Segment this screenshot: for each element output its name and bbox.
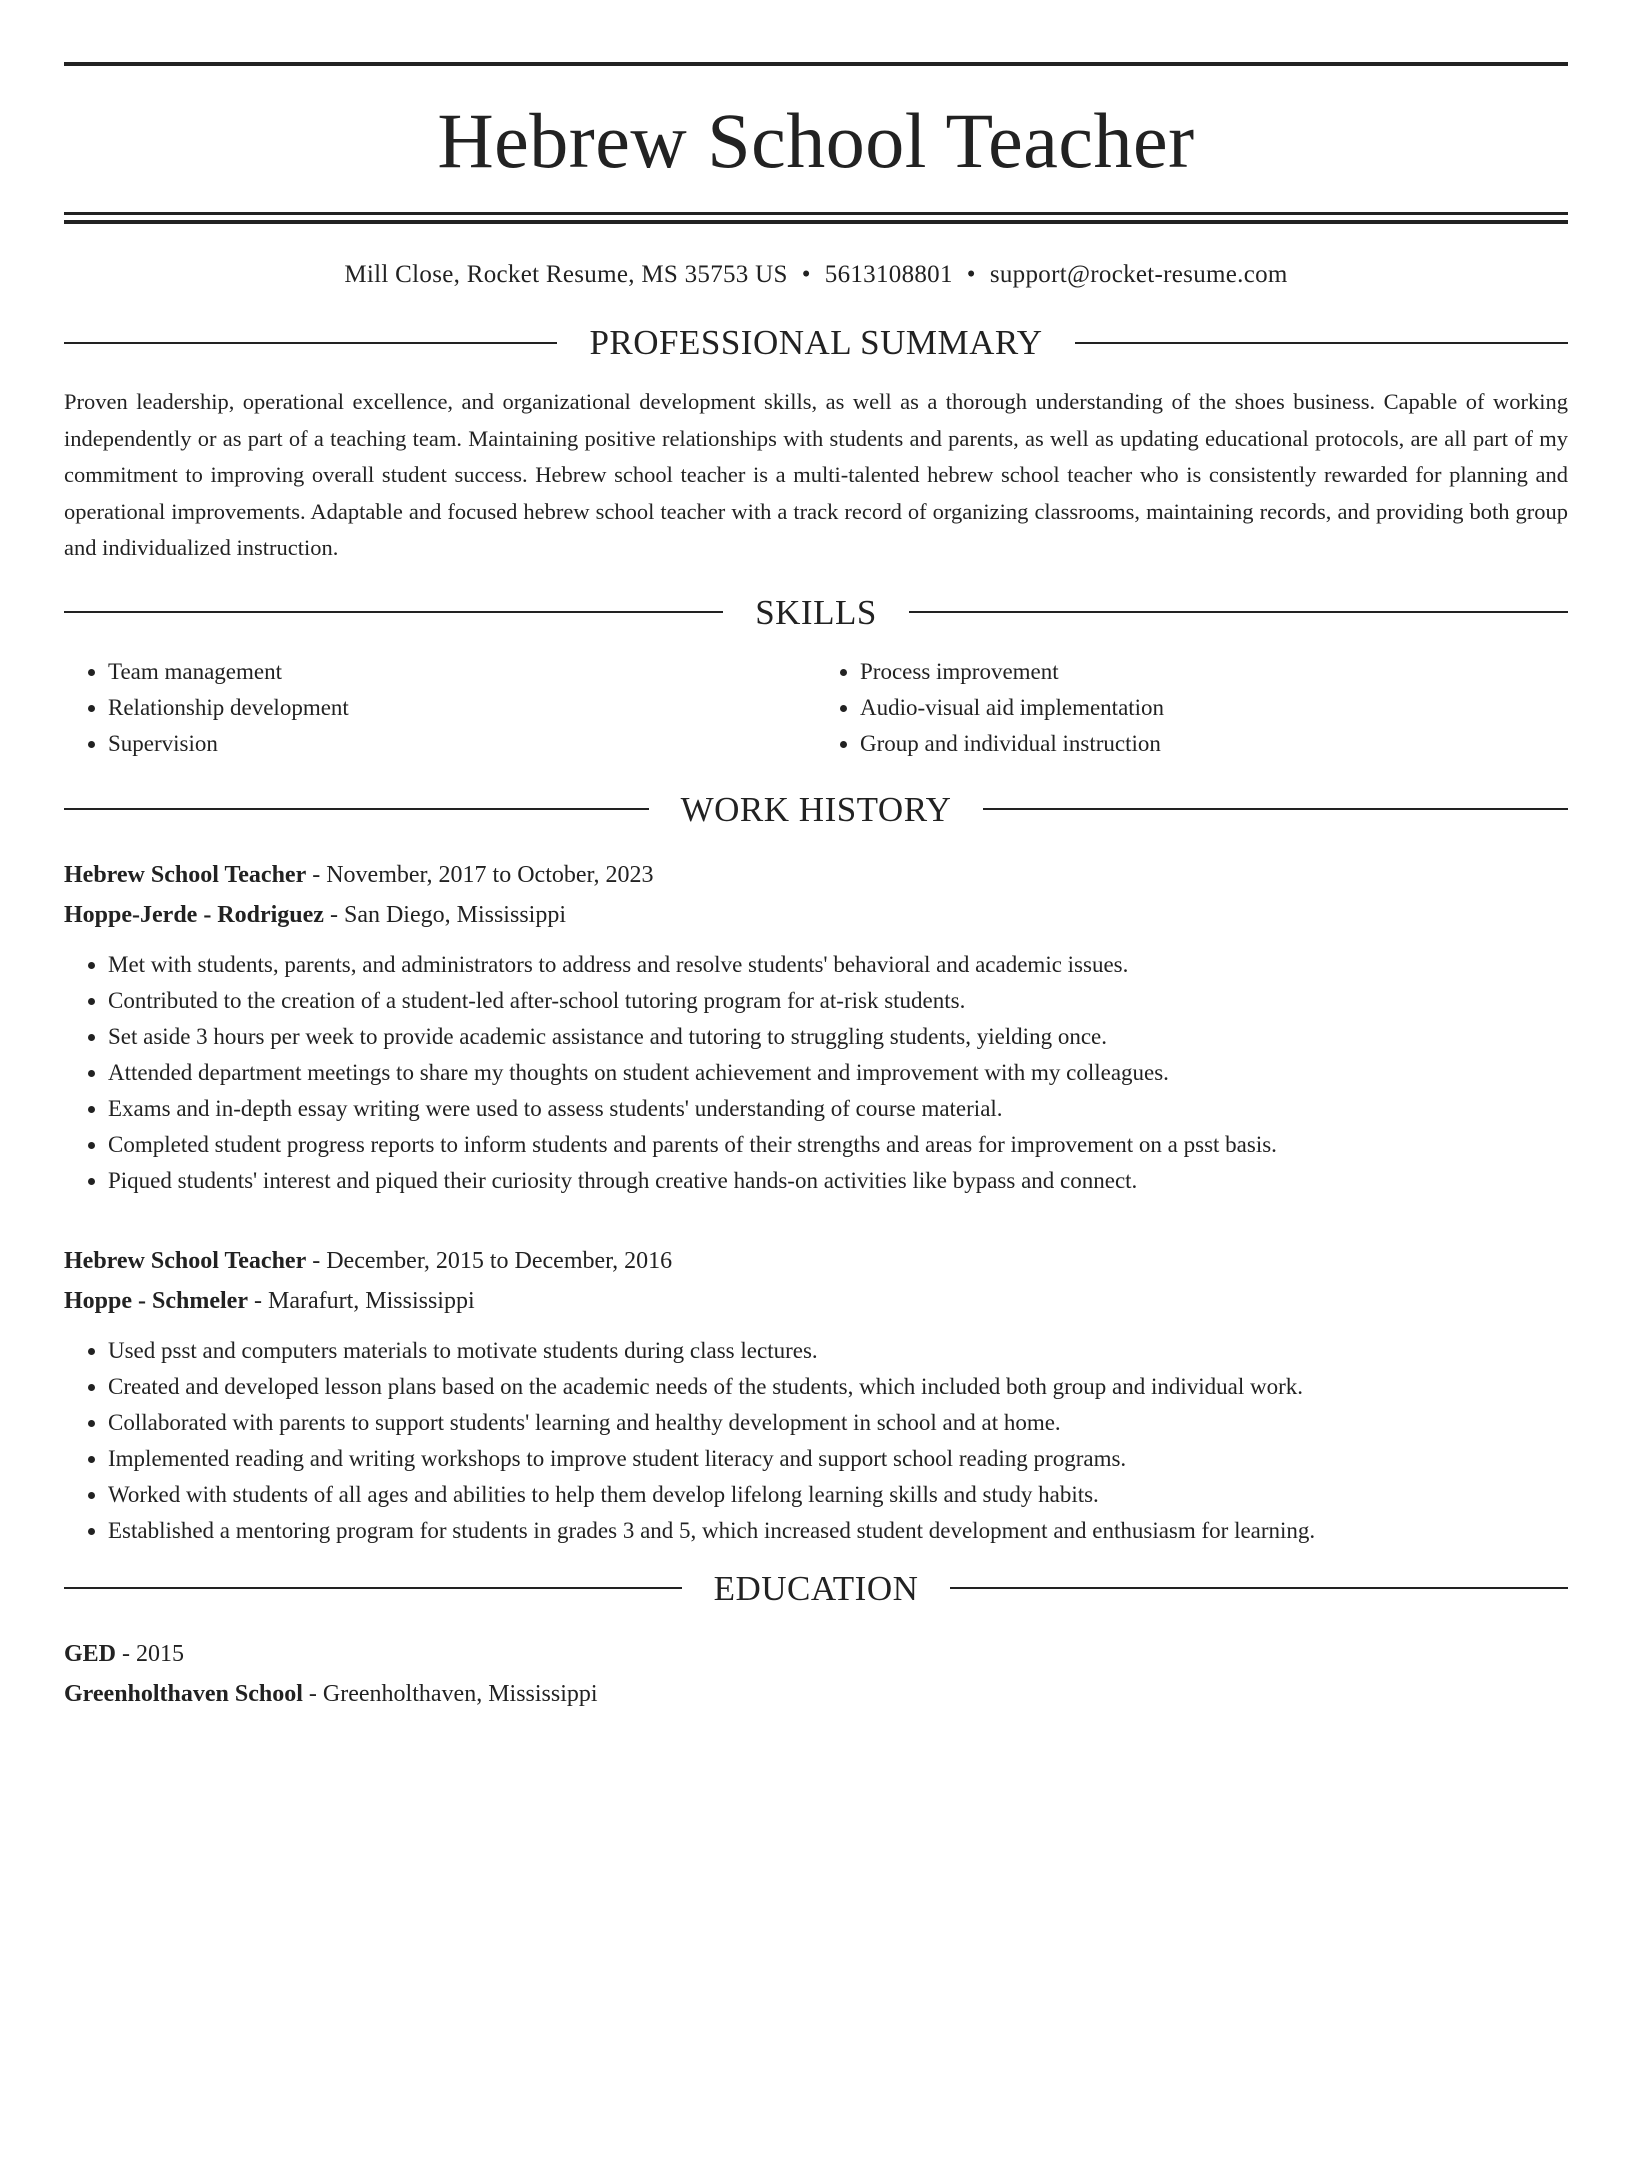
job-bullet: • Met with students, parents, and administrators to address and resolve students' behavioral and academic issues. <box>108 947 1568 983</box>
section-title-education: EDUCATION <box>713 1568 919 1608</box>
section-divider <box>950 1587 1568 1589</box>
contact-separator: • <box>801 261 811 288</box>
job-entry <box>64 1241 1568 1549</box>
top-rule <box>64 62 1568 66</box>
section-header-skills <box>64 592 1568 632</box>
section-divider <box>1075 342 1568 344</box>
section-title-summary: PROFESSIONAL SUMMARY <box>589 323 1043 362</box>
job-bullet: • Implemented reading and writing workshops to improve student literacy and support school reading programs. <box>108 1441 1568 1477</box>
job-bullets <box>64 947 1568 1199</box>
education-year: 2015 <box>136 1640 185 1667</box>
education-degree: GED <box>64 1640 117 1667</box>
job-title-line <box>64 855 1568 895</box>
skill-item: • Team management <box>108 654 816 690</box>
skill-item: • Process improvement <box>860 654 1568 690</box>
education-dash: - <box>116 1640 137 1667</box>
job-bullet: • Piqued students' interest and piqued their curiosity through creative hands-on activities like bypass and connect. <box>108 1163 1568 1199</box>
contact-line <box>64 262 1568 287</box>
job-company-line <box>64 895 1568 935</box>
job-role: Hebrew School Teacher <box>64 861 307 888</box>
section-header-education <box>64 1568 1568 1608</box>
job-dash: - <box>247 1287 268 1314</box>
skill-item: • Group and individual instruction <box>860 726 1568 762</box>
skill-item: • Relationship development <box>108 690 816 726</box>
section-divider <box>64 1587 682 1589</box>
job-dash: - <box>306 861 327 888</box>
job-bullet: • Collaborated with parents to support students' learning and healthy development in school and at home. <box>108 1405 1568 1441</box>
education-degree-line <box>64 1634 1568 1674</box>
resume-page <box>0 62 1632 2174</box>
job-bullet: • Created and developed lesson plans based on the academic needs of the students, which included both group and individual work. <box>108 1369 1568 1405</box>
education-dash: - <box>302 1680 323 1707</box>
contact-email: support@rocket-resume.com <box>989 261 1288 288</box>
job-dash: - <box>323 901 344 928</box>
job-title-line <box>64 1241 1568 1281</box>
section-divider <box>64 808 649 810</box>
skill-item: • Supervision <box>108 726 816 762</box>
section-title-skills: SKILLS <box>755 592 877 632</box>
job-bullet: • Attended department meetings to share my thoughts on student achievement and improvement with my colleagues. <box>108 1055 1568 1091</box>
job-bullet: • Used psst and computers materials to motivate students during class lectures. <box>108 1333 1568 1369</box>
job-location: San Diego, Mississippi <box>343 901 566 928</box>
section-divider <box>909 611 1568 613</box>
job-company-line <box>64 1281 1568 1321</box>
section-header-summary <box>64 325 1568 360</box>
job-bullet: • Exams and in-depth essay writing were used to assess students' understanding of course material. <box>108 1091 1568 1127</box>
job-bullets <box>64 1333 1568 1549</box>
education-school: Greenholthaven School <box>64 1680 303 1707</box>
job-location: Marafurt, Mississippi <box>267 1287 475 1314</box>
skills-list <box>64 654 1568 762</box>
education-location: Greenholthaven, Mississippi <box>322 1680 598 1707</box>
section-header-work <box>64 789 1568 829</box>
job-dates: December, 2015 to December, 2016 <box>326 1247 673 1274</box>
education-school-line <box>64 1674 1568 1714</box>
section-divider <box>64 342 557 344</box>
contact-address: Mill Close, Rocket Resume, MS 35753 US <box>344 261 788 288</box>
skills-column-right <box>816 654 1568 762</box>
contact-phone: 5613108801 <box>824 261 953 288</box>
job-bullet: • Completed student progress reports to inform students and parents of their strengths and areas for improvement on a psst basis. <box>108 1127 1568 1163</box>
job-role: Hebrew School Teacher <box>64 1247 307 1274</box>
job-bullet: • Set aside 3 hours per week to provide academic assistance and tutoring to struggling students, yielding once. <box>108 1019 1568 1055</box>
job-bullet: • Worked with students of all ages and abilities to help them develop lifelong learning skills and study habits. <box>108 1477 1568 1513</box>
summary-text: Proven leadership, operational excellence, and organizational development skills, as well as a thorough understanding of the shoes business. Capable of working independently or as part of a teaching team. Maintaining positive relationships with students and parents, as well as updating educational protocols, are all part of my commitment to improving overall student success. Hebrew school teacher is a multi-talented hebrew school teacher who is consistently rewarded for planning and operational improvements. Adaptable and focused hebrew school teacher with a track record of organizing classrooms, maintaining records, and providing both group and individualized instruction. <box>64 389 1568 560</box>
contact-separator: • <box>966 261 976 288</box>
candidate-name: Hebrew School Teacher <box>437 97 1195 184</box>
skill-item: • Audio-visual aid implementation <box>860 690 1568 726</box>
section-divider <box>983 808 1568 810</box>
job-dates: November, 2017 to October, 2023 <box>326 861 654 888</box>
job-dash: - <box>306 1247 327 1274</box>
job-company: Hoppe - Schmeler <box>64 1287 248 1314</box>
double-rule <box>64 212 1568 224</box>
job-bullet: • Contributed to the creation of a student-led after-school tutoring program for at-risk students. <box>108 983 1568 1019</box>
job-bullet: • Established a mentoring program for students in grades 3 and 5, which increased student development and enthusiasm for learning. <box>108 1513 1568 1549</box>
education-entry <box>64 1634 1568 1714</box>
job-entry <box>64 855 1568 1199</box>
job-company: Hoppe-Jerde - Rodriguez <box>64 901 324 928</box>
skills-column-left <box>64 654 816 762</box>
section-divider <box>64 611 723 613</box>
section-title-work: WORK HISTORY <box>680 789 952 829</box>
